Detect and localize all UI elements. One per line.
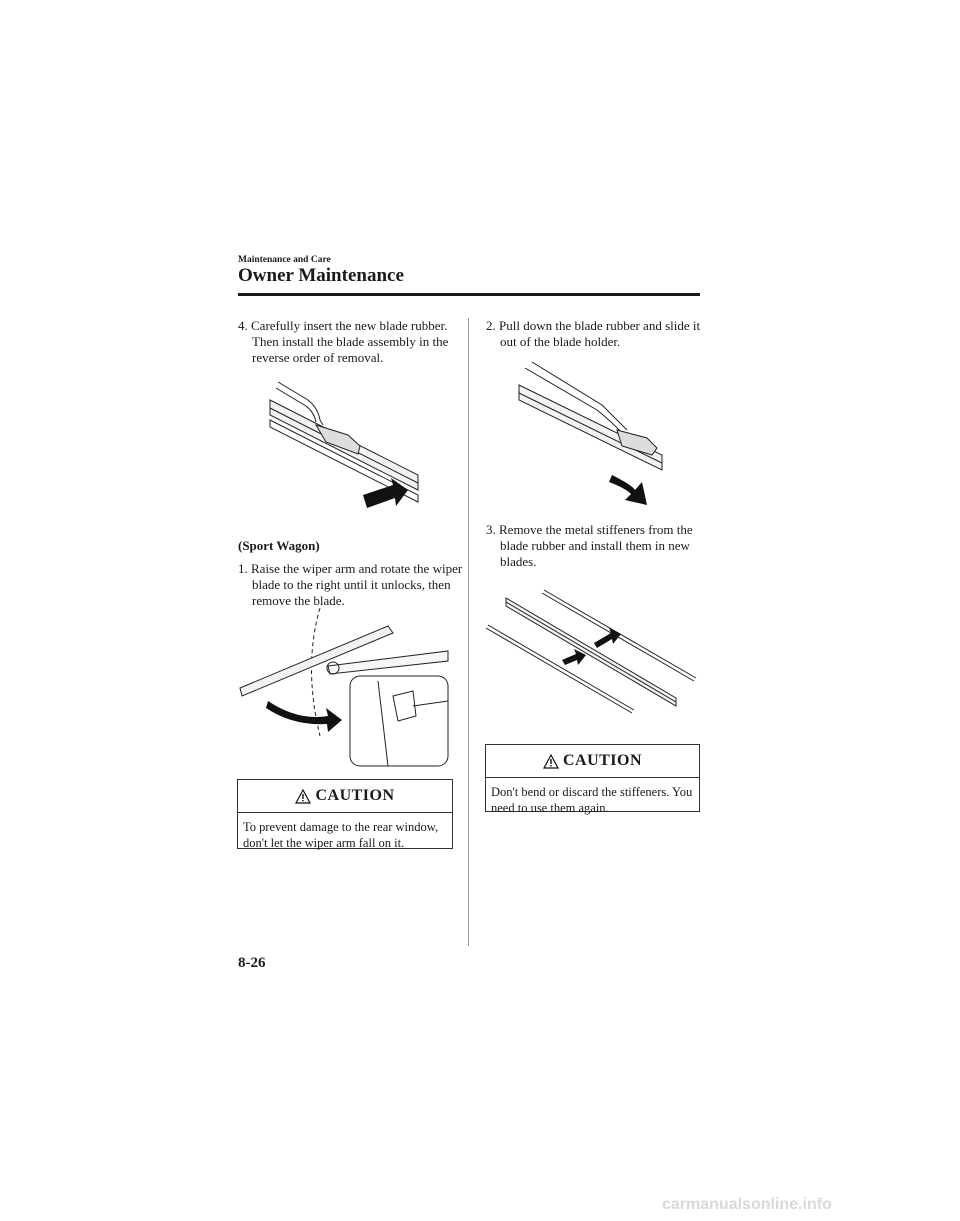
caution-text: Don't bend or discard the stiffeners. You need to use them again. bbox=[491, 785, 693, 815]
pull-blade-illustration bbox=[517, 360, 667, 510]
page-number: 8-26 bbox=[238, 955, 266, 971]
insert-blade-illustration bbox=[268, 380, 438, 520]
caution-title: CAUTION bbox=[562, 752, 643, 769]
section-label: Maintenance and Care bbox=[238, 255, 331, 265]
step-1-text: 1. Raise the wiper arm and rotate the wiper blade to the right until it unlocks, then remove the blade. bbox=[238, 561, 463, 608]
warning-triangle-icon bbox=[543, 754, 559, 769]
rotate-arrow-icon bbox=[266, 701, 342, 732]
caution-text: To prevent damage to the rear window, don't let the wiper arm fall on it. bbox=[243, 820, 439, 850]
stiffeners-illustration bbox=[486, 588, 698, 713]
rotate-blade-illustration bbox=[238, 606, 453, 771]
step-2-text: 2. Pull down the blade rubber and slide it out of the blade holder. bbox=[486, 318, 701, 349]
warning-triangle-icon bbox=[295, 789, 311, 804]
caution-box-left bbox=[237, 779, 453, 849]
header-rule bbox=[238, 293, 700, 296]
footer-watermark: carmanualsonline.info bbox=[662, 1196, 832, 1213]
column-divider bbox=[468, 318, 469, 946]
pull-arrow-icon bbox=[609, 475, 647, 505]
step-3-text: 3. Remove the metal stiffeners from the blade rubber and install them in new blades. bbox=[486, 522, 693, 569]
sport-wagon-heading: (Sport Wagon) bbox=[238, 538, 320, 553]
caution-title: CAUTION bbox=[315, 787, 395, 804]
caution-box-right bbox=[485, 744, 700, 815]
page-title: Owner Maintenance bbox=[238, 265, 404, 286]
step-4-text: 4. Carefully insert the new blade rubber. Then install the blade assembly in the reverse order of removal. bbox=[238, 318, 449, 365]
insert-arrow-icon bbox=[363, 478, 408, 508]
